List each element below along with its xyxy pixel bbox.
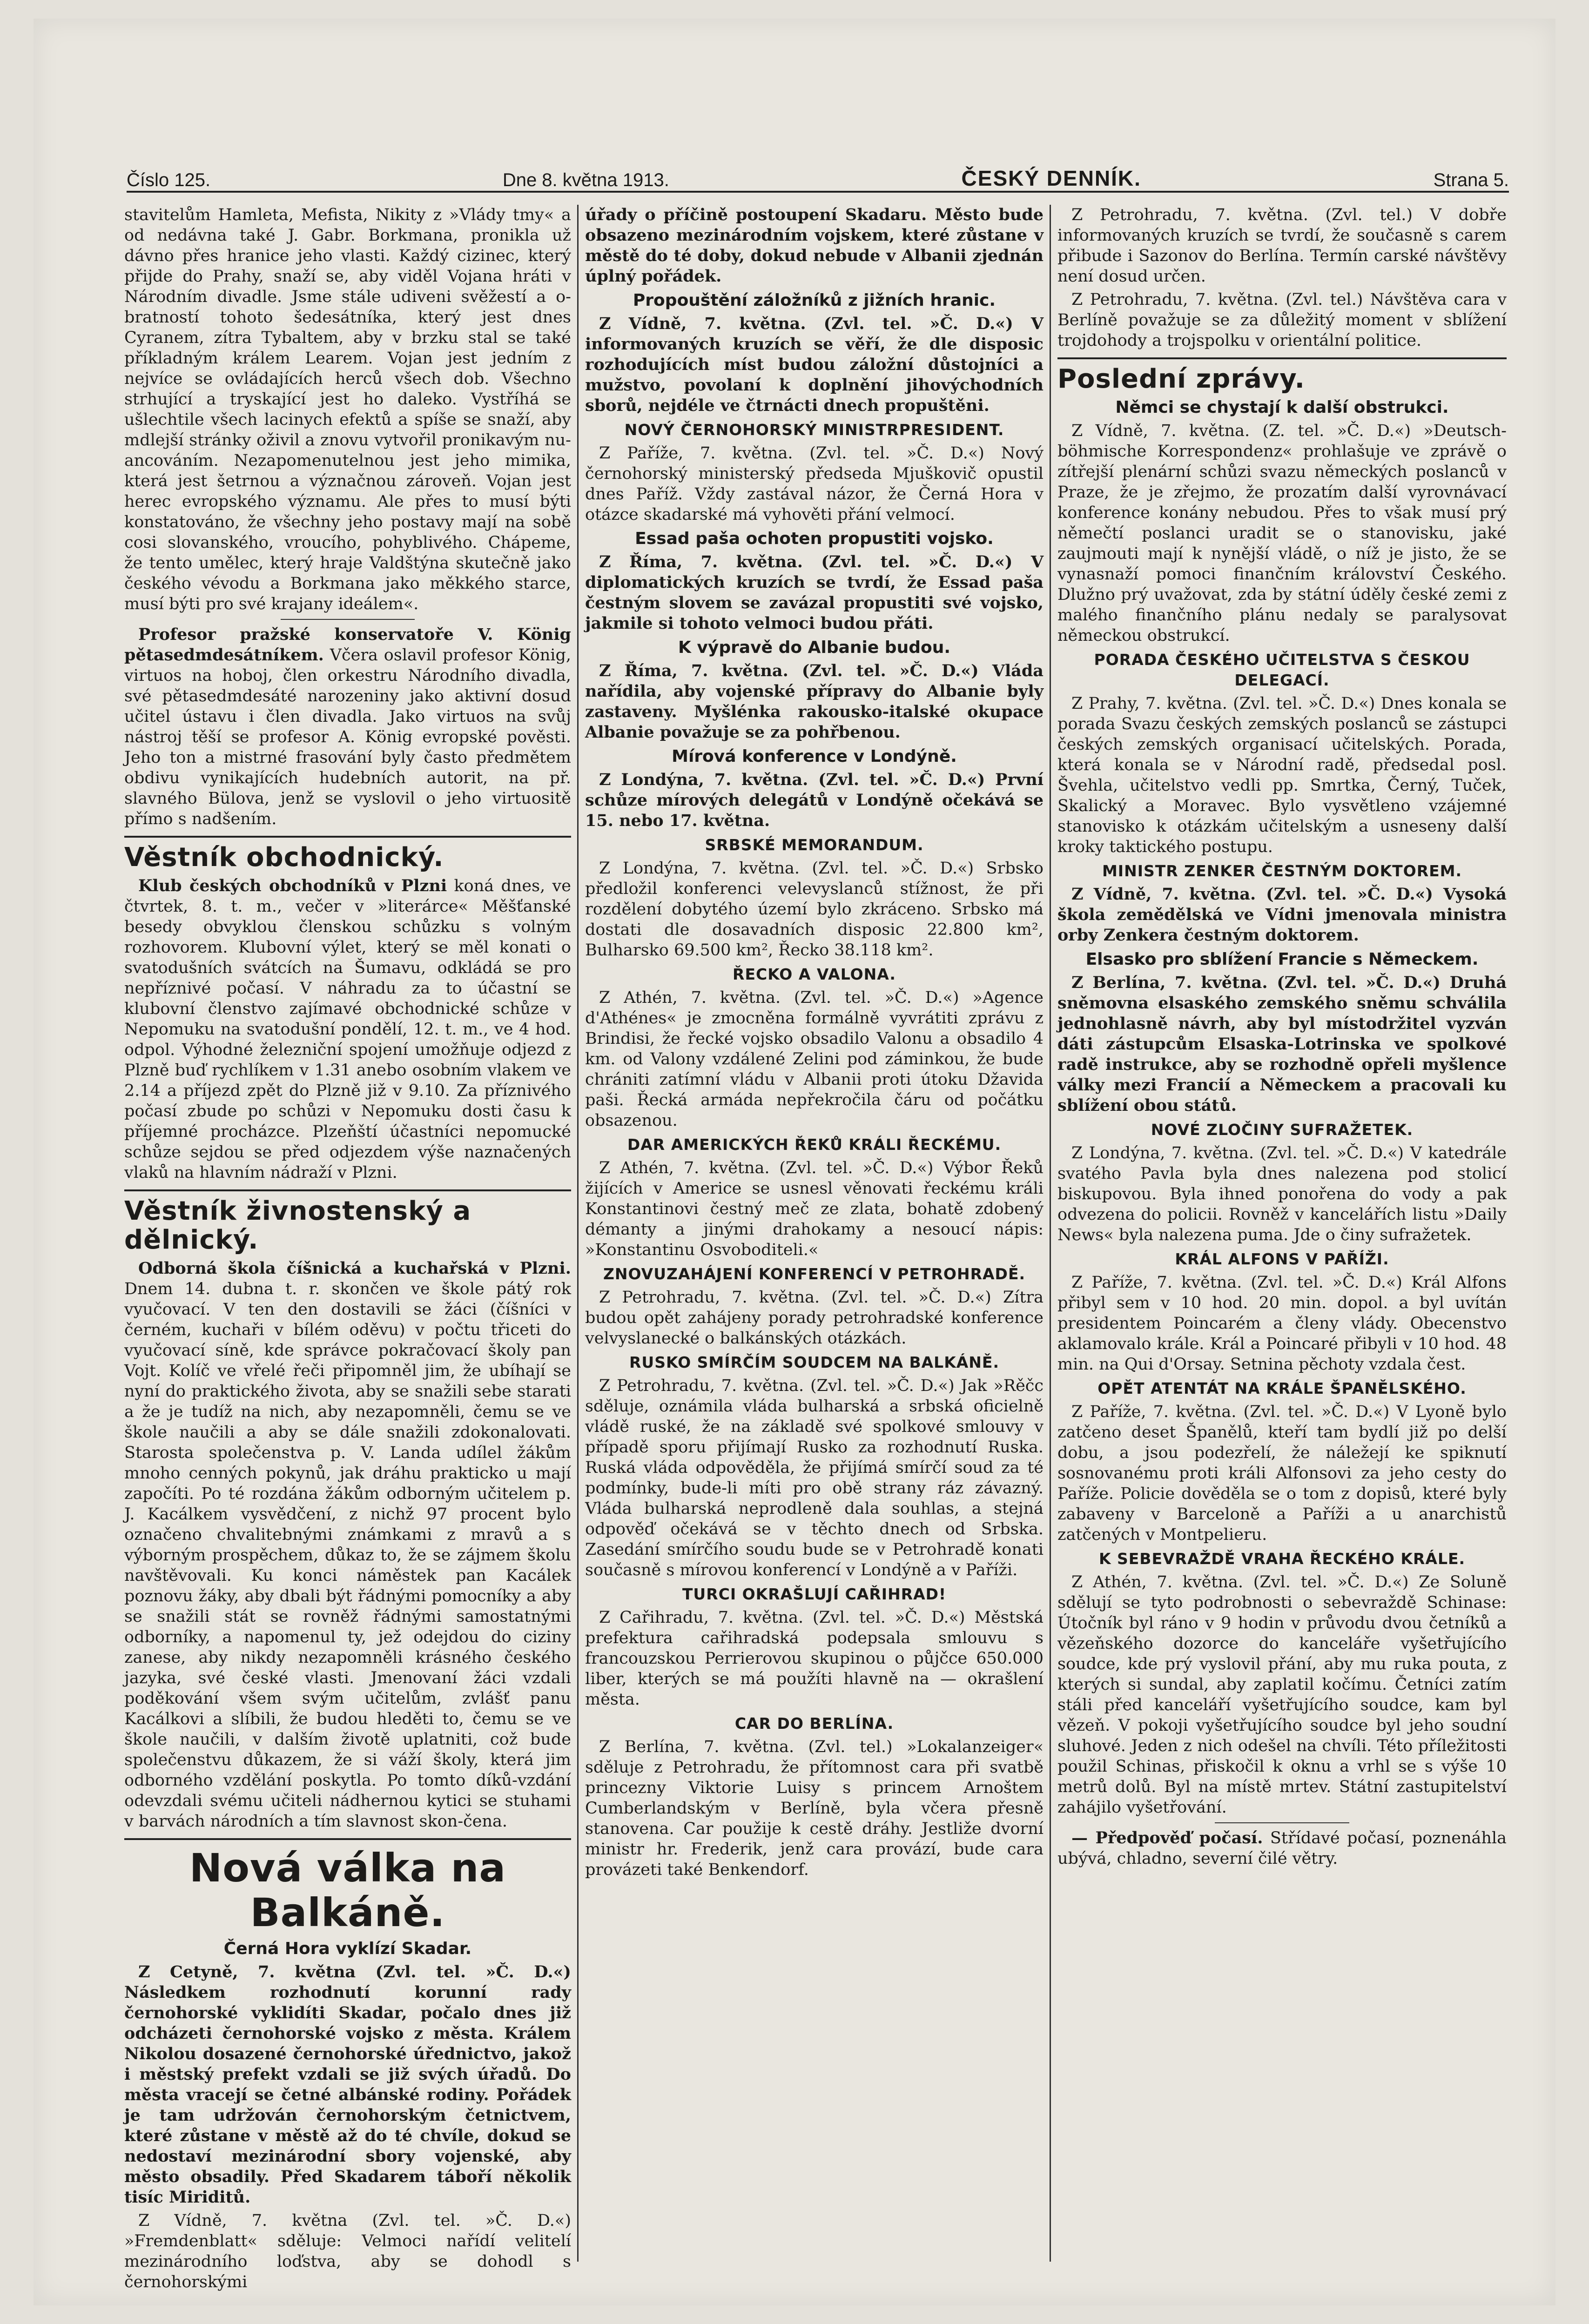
article-text: Z Vídně, 7. května. (Zvl. tel. »Č. D.«) V informovaných kruzích se věří, že dle disposic rozhodujících míst budou záložní důstojníci a mužstvo, povolaní k doplnění jihovýchodních sborů, nejdéle ve čtrnácti dnech propuštěni. — [585, 314, 1044, 415]
article-heading: Essad paša ochoten propustiti vojsko. — [635, 529, 994, 548]
article-text: Z Londýna, 7. května. (Zvl. tel. »Č. D.«) První schůze mírových delegátů v Londýně očekává se 15. nebo 17. května. — [585, 770, 1044, 830]
article-text: Z Cetyně, 7. května (Zvl. tel. »Č. D.«) Následkem rozhodnutí korunní rady černohorské vyklidíti Skadar, počalo dnes již odcházeti černohorské vojsko z města. Králem Nikolou dosazené černohorské úřednictvo, jakož i městský prefekt vzdali se již svých úřadů. Do města vracejí se četné albánské rodiny. Pořádek je tam udržován černohorským četnictvem, které zůstane v městě až do té chvíle, dokud se nedostaví mezinárodní sbory vojenské, aby město obsadily. Před Skadarem táboří několik tisíc Miriditů. — [124, 1962, 571, 2207]
article-skola — [124, 1258, 571, 1832]
article-heading: KRÁL ALFONS V PAŘÍŽI. — [1175, 1250, 1389, 1268]
article-text: Z Petrohradu, 7. května. (Zvl. tel. »Č. D.«) Jak »Rěčc sděluje, oznámila vláda bulharská a srbská oficielně vládě ruské, že na základě své spolkové smlouvy v případě sporu přijímají Rusko za rozhodnutí Ruska. Ruská vláda odpověděla, že přijímá smírčí soud za té podmínky, bude-li míti pro obě strany ráz závazný. Vláda bulharská neprodleně dala souhlas, a stejná odpověď očekává se v těchto dnech od Srbska. Zasedání smírčího soudu bude se v Petrohradě konati současně s mírovou konferencí v Londýně a v Paříži. — [585, 1377, 1044, 1579]
article-heading: NOVÝ ČERNOHORSKÝ MINISTRPRESIDENT. — [624, 421, 1004, 439]
article-text: Z Berlína, 7. května. (Zvl. tel.) »Lokalanzeiger« sděluje z Petrohradu, že přítomnost cara při svatbě princezny Viktorie Luisy s princem Arnoštem Cumberlandským v Berlíně, byla včera přesně stanovena. Car použije k cestě dráhy. Jestliže dvorní ministr hr. Frederik, jenž cara provází, bude cara provázeti také Benkendorf. — [585, 1738, 1044, 1879]
article-text: Z Athén, 7. května. (Zvl. tel. »Č. D.«) Výbor Řeků žijících v Americe se usnesl věnovati řeckému králi Konstantinovi čestný meč ze zlata, bohatě zdobený démanty a jinými drahokamy a nesoucí nápis: »Konstantinu Osvoboditeli.« — [585, 1159, 1044, 1259]
article-text: Z Paříže, 7. května. (Zvl. tel. »Č. D.«) Král Alfons přibyl sem v 10 hod. 20 min. dopol. a byl uvítán presidentem Poincarém a členy vlády. Obecenstvo aklamovalo krále. Král a Poincaré přibyli v 10 hod. 48 min. na Qui d'Orsay. Setnina pěchoty vzdala čest. — [1057, 1273, 1507, 1374]
divider — [1215, 1822, 1350, 1823]
article-body: Včera oslavil profesor König, virtuos na hoboj, člen orkestru Národního divadla, své pětasedmdesáté narozeniny jako aktivní dosud učitel ústavu i člen divadla. Jako virtuos na svůj nástroj těší se profesor A. König evropské pověsti. Jeho ton a mistrné frasování byly často předmětem obdivu vynikajících hudebních autorit, na př. slavného Bülova, jenž se vyslovil o jeho virtuositě přímo s nadšením. — [124, 646, 571, 828]
article-text: Z Petrohradu, 7. května. (Zvl. tel. »Č. D.«) Zítra budou opět zahájeny porady petrohradské konference velvyslanecké o balkánských otázkách. — [585, 1288, 1044, 1348]
article-text: Z Athén, 7. května. (Zvl. tel. »Č. D.«) »Agence d'Athénes« je zmocněna formálně vyvrátiti zprávu z Brindisi, že řecké vojsko obsadilo Valonu a obsadilo 4 km. od Valony vzdálené Zelini pod záminkou, že bude chrániti zatímní vládu v Albanii proti útoku Džavida paši. Řecká armáda nepřekročila čáru od počátku obsazenou. — [585, 988, 1044, 1130]
column-rule — [577, 205, 579, 2262]
article-konig — [124, 625, 571, 829]
issue-number: Číslo 125. — [127, 170, 211, 190]
column-rule — [1050, 205, 1051, 2262]
section-heading-obchodnicky: Věstník obchodnický. — [124, 842, 444, 873]
article-heading: Černá Hora vyklízí Skadar. — [223, 1939, 472, 1958]
divider — [124, 1189, 571, 1191]
column-2 — [585, 205, 1044, 2252]
article-body: Dnem 14. dubna t. r. skončen ve škole pátý rok vyučovací. V ten den dostavili se žáci (číšníci v černém, kuchaři v bílém oděvu) v počtu třiceti do vyučovací síně, kde správce pokračovací školy pan Vojt. Kolíč ve vřelé řeči připomněl jim, že ubíhají se nyní do praktického života, aby se snažili sebe starati a že je tudíž na nich, aby nezapomněli, čemu se ve škole naučili a aby se dále snažili zdokonalovati. Starosta společenstva p. V. Landa udílel žákům mnoho cenných pokynů, jak dráhu prakticko u mají započíti. Po té rozdána žákům odborným učitelem p. J. Kacálkem vysvědčení, z nichž 97 procent bylo označeno chvalitebnými známkami z mravů a s výborným prospěchem, důkaz to, že se zájmem školu navštěvovali. Ku konci náměstek pan Kacálek poznovu žáky, aby dbali být řádnými pomocníky a aby se snažili stát se rovněž řádnými samostatnými odborníky, a napomenul ty, jež odejdou do ciziny zanese, aby nikdy nezapomněli krásného českého jazyka, své české vlasti. Jmenovaní žáci vzdali poděkování všem svým učitelům, zvlášť panu Kacálkovi a slíbili, že budou hleděti to, čemu se ve škole naučili, v dalším životě uplatniti, což bude společenstvu důkazem, že si váží školy, která jim odborného vzdělání poskytla. Po tomto díků-vzdání odevzdali svému učiteli nádhernou kytici se stuhami v barvách národních a tím slavnost skon-čena. — [124, 1280, 571, 1831]
article-heading: Mírová konference v Londýně. — [672, 747, 957, 766]
article-heading: RUSKO SMÍRČÍM SOUDCEM NA BALKÁNĚ. — [629, 1353, 999, 1371]
article-text: úřady o příčině postoupení Skadaru. Město bude obsazeno mezinárodním vojskem, které zůstane v městě do té doby, dokud nebude v Albanii zjednán úplný pořádek. — [585, 205, 1044, 286]
article-text: stavitelům Hamleta, Mefista, Nikity z »Vlády tmy« a od nedávna také J. Gabr. Borkmana, pronikla už dávno přes hranice jeho vlasti. Každý cizinec, který přijde do Prahy, snaží se, aby viděl Vojana hráti v Národním divadle. Jsme stále udiveni svěžestí a o-bratností tohoto šedesátníka, který jest dnes Cyranem, zítra Tybaltem, aby v brzku stal se také příkladným králem Learem. Vojan jest jedním z nejvíce se ovládajících herců všech dob. Všechno strhující a tryskající jest ho daleko. Vystříhá se ušlechtile všech lacinych efektů a spíše se snaží, aby mdlejší stránky oživil a znovu vytvořil pronikavým nu-ancováním. Nezapomenutelnou jest jeho mimika, která jest šetrnou a význačnou zároveň. Vojan jest herec evropského významu. Ale přes to musí býti konstatováno, že všechny jeho postavy mají na sobě cosi slovanského, vroucího, pohyblivého. Chápeme, že tento umělec, který hraje Valdštýna skutečně jako českého vévodu a Borkmana jako měkkého starce, musí býti pro své krajany ideálem«. — [124, 206, 571, 613]
article-body: koná dnes, ve čtvrtek, 8. t. m., večer v »literárce« Měšťanské besedy obvyklou členskou schůzku s volným rozhovorem. Klubovní výlet, který se měl konati o svatodušních svátcích na Šumavu, odkládá se pro nepříznivé počasí. V náhradu za to účastní se klubovní členstvo zajímavé obchodnické schůze v Nepomuku na svatodušní pondělí, 12. t. m., ve 4 hod. odpol. Výhodné železniční spojení umožňuje odjezd z Plzně buď rychlíkem v 1.31 anebo osobním vlakem ve 2.14 a příjezd zpět do Plzně již v 9.10. Za příznivého počasí zbude po schůzi v Nepomuku dosti času k příjemné procházce. Plzeňští účastníci nepomucké schůze sejdou se před odjezdem výše naznačených vlaků na hlavním nádraží v Plzni. — [124, 877, 571, 1182]
article-lead: Profesor pražské konservatoře V. König pětasedmdesátníkem. — [124, 625, 571, 665]
newspaper-page — [34, 19, 1555, 2305]
article-text: Z Říma, 7. května. (Zvl. tel. »Č. D.«) Vláda nařídila, aby vojenské přípravy do Albanie byly zastaveny. Myšlénka rakousko-italské okupace Albanie považuje se za pohřbenou. — [585, 661, 1044, 742]
article-heading: PORADA ČESKÉHO UČITELSTVA S ČESKOU DELEGACÍ. — [1094, 651, 1470, 689]
article-text: Z Petrohradu, 7. května. (Zvl. tel.) V dobře informovaných kruzích se tvrdí, že současně s carem přibude i Sazonov do Berlína. Termín carské návštěvy není dosud určen. — [1057, 206, 1507, 286]
section-heading-zivnostensky: Věstník živnostenský a dělnický. — [124, 1196, 471, 1255]
divider — [124, 1838, 571, 1840]
article-text: Z Vídně, 7. května (Zvl. tel. »Č. D.«) »Fremdenblatt« sděluje: Velmoci nařídí velitelí mezinárodního loďstva, aby se dohodl s černohorskými — [124, 2211, 571, 2291]
article-lead: Odborná škola číšnická a kuchařská v Plzni. — [138, 1259, 571, 1278]
article-heading: ZNOVUZAHÁJENÍ KONFERENCÍ V PETROHRADĚ. — [603, 1265, 1026, 1283]
article-text: Z Vídně, 7. května. (Zvl. tel. »Č. D.«) Vysoká škola zemědělská ve Vídni jmenovala ministra orby Zenkera čestným doktorem. — [1057, 885, 1507, 945]
article-text: Z Prahy, 7. května. (Zvl. tel. »Č. D.«) Dnes konala se porada Svazu českých zemských poslanců se zástupci českých zemských organisací učitelských. Porada, která konala se v Národní radě, předsedal posl. Švehla, učitelstvo vedli pp. Smrtka, Černý, Tuček, Skalický a Moravec. Bylo vysvětleno vzájemné stanovisko k otázkám učitelským a usneseny další kroky taktického postupu. — [1057, 694, 1507, 856]
article-heading: MINISTR ZENKER ČESTNÝM DOKTOREM. — [1102, 862, 1462, 880]
article-text: Z Vídně, 7. května. (Z. tel. »Č. D.«) »Deutsch-böhmische Korrespondenz« prohlašuje ve zprávě o zítřejší plenární schůzi svazu německých poslanců v Praze, že je zřejmo, že prozatím další vyrovnávací konference konány nebudou. Přes to však musí prý němečtí poslanci uradit se o stanovisku, jaké zaujmouti mají k nynější vládě, o níž je jisto, že se vynasnaží pomoci finančním království Českého. Dlužno prý uvažovat, zda by státní úděly české zemi z malého finančního plánu nedaly se paralysovat německou obstrukcí. — [1057, 422, 1507, 645]
article-heading: CAR DO BERLÍNA. — [734, 1714, 894, 1733]
article-heading: OPĚT ATENTÁT NA KRÁLE ŠPANĚLSKÉHO. — [1097, 1379, 1467, 1397]
newspaper-title: ČESKÝ DENNÍK. — [961, 166, 1141, 190]
article-text: Z Paříže, 7. května. (Zvl. tel. »Č. D.«) V Lyoně bylo zatčeno deset Španělů, kteří tam bydlí již po delší dobu, a jsou podezřelí, že náležejí ke spiknutí sosnovanému proti králi Alfonsovi za jeho cesty do Paříže. Policie dověděla se o tom z dopisů, které byly zabaveny v Barceloně a Paříži a u anarchistů zatčených v Montpelieru. — [1057, 1403, 1507, 1544]
section-heading-valka: Nová válka na Balkáně. — [189, 1845, 506, 1935]
article-heading: ŘECKO A VALONA. — [733, 965, 896, 983]
page-number: Strana 5. — [1433, 170, 1509, 190]
divider — [1057, 357, 1507, 359]
article-text: Z Athén, 7. května. (Zvl. tel. »Č. D.«) Ze Soluně sdělují se tyto podrobnosti o sebevraždě Schinase: Útočník byl ráno v 9 hodin v průvodu dvou četníků a vězeňského dozorce do kanceláře vyšetřujícího soudce, kde prý vyslovil přání, aby mu ruka pouta, z kterých si sundal, aby zaplatil kočímu. Četníci zatím stáli před kanceláří vyšetřujícího soudce, kam byl vězeň. V pokoji vyšetřujícího soudce byl jeho soudní sluhové. Jeden z nich odešel na chvíli. Této příležitosti použil Schinas, přiskočil k oknu a vrhl se s výše 10 metrů dolů. Byl na místě mrtev. Státní zastupitelství zahájilo vyšetřování. — [1057, 1573, 1507, 1817]
page-header — [127, 158, 1509, 193]
article-heading: TURCI OKRAŠLUJÍ CAŘIHRAD! — [682, 1585, 947, 1603]
article-text: Z Cařihradu, 7. května. (Zvl. tel. »Č. D.«) Městská prefektura cařihradská podepsala smlouvu s francouzskou Perrierovou skupinou o půjčce 650.000 liber, kterých se má použíti hlavně na — okrašlení města. — [585, 1608, 1044, 1709]
article-heading: NOVÉ ZLOČINY SUFRAŽETEK. — [1151, 1121, 1414, 1139]
article-klub — [124, 876, 571, 1183]
section-heading-posledni: Poslední zprávy. — [1057, 364, 1305, 394]
article-heading: Propouštění záložníků z jižních hranic. — [633, 291, 996, 310]
article-text: Z Říma, 7. května. (Zvl. tel. »Č. D.«) V diplomatických kruzích se tvrdí, že Essad paša čestným slovem se zavázal propustiti své vojsko, jakmile si tohoto velmoci budou přáti. — [585, 552, 1044, 633]
article-heading: DAR AMERICKÝCH ŘEKŮ KRÁLI ŘECKÉMU. — [627, 1135, 1002, 1154]
article-text: Z Londýna, 7. května. (Zvl. tel. »Č. D.«) Srbsko předložil konferenci velevyslanců stížnost, že při rozdělení dobytého území bylo zkráceno. Srbsko má dostati dle dosavadních disposic 22.800 km², Bulharsko 69.500 km², Řecko 38.118 km². — [585, 859, 1044, 960]
article-text: Z Berlína, 7. května. (Zvl. tel. »Č. D.«) Druhá sněmovna elsaského zemského sněmu schválila jednohlasně návrh, aby byl místodržitel vyzván dáti zástupcům Elsaska-Lotrinska ve spolkové radě instrukce, aby se rozhodně opřeli myšlence války mezi Francií a Německem a pracovali ku sblížení obou států. — [1057, 973, 1507, 1115]
article-heading: K výpravě do Albanie budou. — [678, 638, 951, 657]
article-text: Z Londýna, 7. května. (Zvl. tel. »Č. D.«) V katedrále svatého Pavla byla dnes nalezena pod stolicí biskupovou. Byla ihned ponořena do vody a pak odvezena do policii. Rovněž v kancelářích listu »Daily News« byla nalezena puma. Jde o činy sufražetek. — [1057, 1144, 1507, 1244]
article-text: Z Paříže, 7. května. (Zvl. tel. »Č. D.«) Nový černohorský ministerský předseda Mjuškovič opustil dnes Paříž. Vždy zastával názor, že Černá Hora v otázce skadarské má vyhověti přání velmocí. — [585, 444, 1044, 524]
article-heading: Němci se chystají k další obstrukci. — [1115, 398, 1449, 417]
article-heading: K SEBEVRAŽDĚ VRAHA ŘECKÉHO KRÁLE. — [1098, 1550, 1466, 1568]
divider — [124, 836, 571, 838]
column-3 — [1057, 205, 1507, 2252]
article-lead: Klub českých obchodníků v Plzni — [138, 876, 447, 895]
article-heading: SRBSKÉ MEMORANDUM. — [705, 836, 924, 854]
article-body: Střídavé počasí, poznenáhla ubývá, chladno, severní čilé větry. — [1057, 1829, 1507, 1868]
issue-date: Dne 8. května 1913. — [502, 170, 669, 190]
article-heading: Elsasko pro sblížení Francie s Německem. — [1085, 950, 1479, 969]
divider — [281, 619, 415, 620]
article-lead: — Předpověď počasí. — [1071, 1828, 1263, 1847]
article-text: Z Petrohradu, 7. května. (Zvl. tel.) Návštěva cara v Berlíně považuje se za důležitý moment v sblížení trojdohody a trojspolku v orientální politice. — [1057, 290, 1507, 350]
article-pocasi — [1057, 1828, 1507, 1869]
column-1 — [124, 205, 571, 2291]
